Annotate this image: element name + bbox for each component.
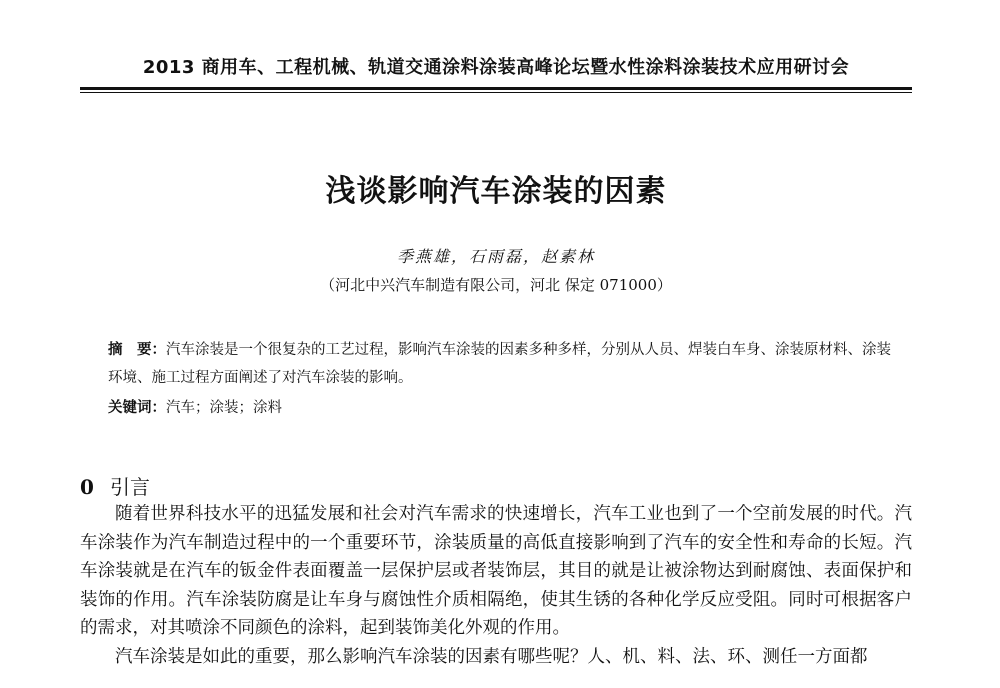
abstract-text: 汽车涂装是一个很复杂的工艺过程，影响汽车涂装的因素多种多样，分别从人员、焊装白车身、涂装原材料、涂装环境、施工过程方面阐述了对汽车涂装的影响。 <box>108 342 891 386</box>
paper-title: 浅谈影响汽车涂装的因素 <box>325 174 667 209</box>
paragraph: 随着世界科技水平的迅猛发展和社会对汽车需求的快速增长，汽车工业也到了一个空前发展的时代。汽车涂装作为汽车制造过程中的一个重要环节，涂装质量的高低直接影响到了汽车的安全性和寿命的长短。汽车涂装就是在汽车的钣金件表面覆盖一层保护层或者装饰层，其目的就是让被涂物达到耐腐蚀、表面保护和装饰的作用。汽车涂装防腐是让车身与腐蚀性介质相隔绝，使其生锈的各种化学反应受阻。同时可根据客户的需求，对其喷涂不同颜色的涂料，起到装饰美化外观的作用。 <box>80 504 912 638</box>
abstract <box>108 336 898 392</box>
abstract-label: 摘 要： <box>108 342 166 358</box>
keywords-label: 关键词： <box>108 400 166 416</box>
section-title: 引言 <box>110 475 150 499</box>
conference-header: 2013 商用车、工程机械、轨道交通涂料涂装高峰论坛暨水性涂料涂装技术应用研讨会 <box>142 57 850 78</box>
header-rule <box>80 87 912 90</box>
header-rule-thin <box>80 92 912 93</box>
body-text <box>80 500 912 671</box>
affiliation: （河北中兴汽车制造有限公司，河北 保定 071000） <box>320 276 672 294</box>
section-heading <box>80 472 150 502</box>
section-number: 0 <box>80 475 94 499</box>
authors: 季燕雄，石雨磊，赵素林 <box>396 247 595 266</box>
paragraph: 汽车涂装是如此的重要，那么影响汽车涂装的因素有哪些呢？人、机、料、法、环、测任一方面都 <box>115 646 868 667</box>
keywords <box>108 394 898 422</box>
keywords-text: 汽车；涂装；涂料 <box>166 400 282 416</box>
